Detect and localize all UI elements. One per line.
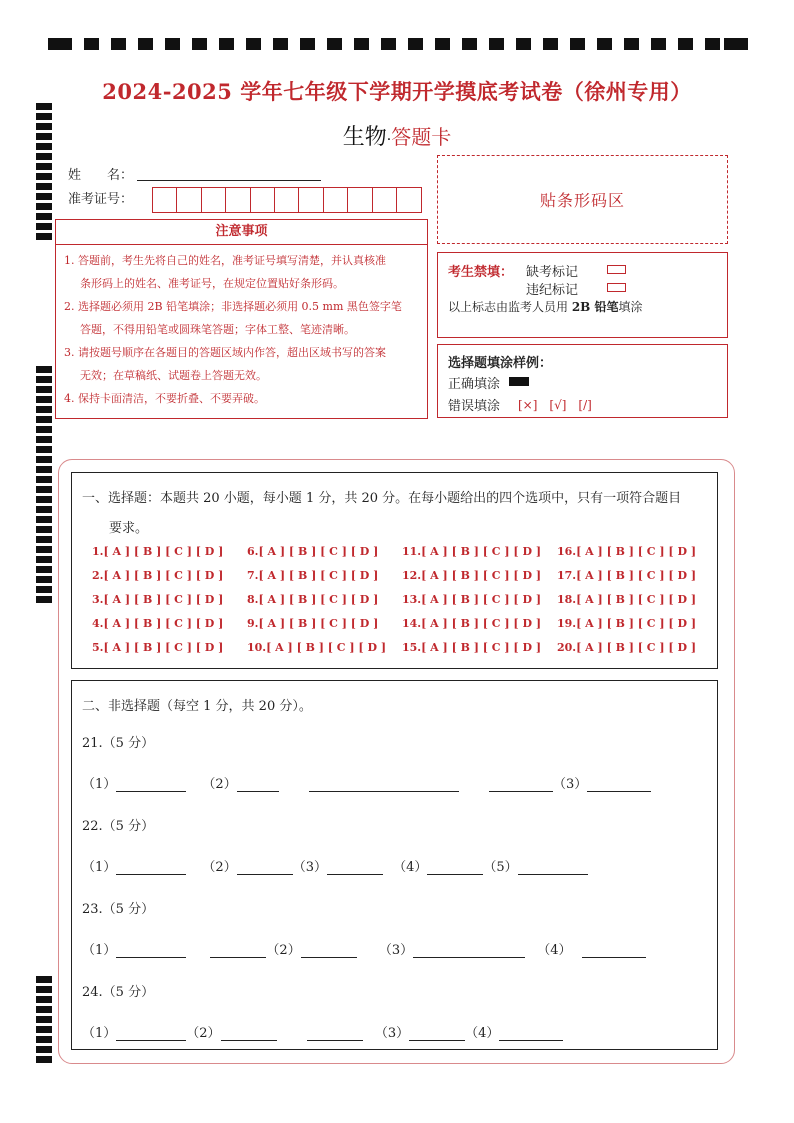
subject-name: 生物 [342,125,387,150]
section1-instructions-cont: 要求。 [109,521,149,536]
choice-question[interactable] [92,545,223,558]
question-number: 12. [402,569,422,582]
choice-question[interactable] [247,593,378,606]
blank-number: （4） [465,1026,500,1041]
answer-blank[interactable] [327,862,383,875]
top-timing-marks [48,38,748,50]
answer-blank[interactable] [237,862,293,875]
answer-blank[interactable] [427,862,483,875]
question-number: 16. [557,545,577,558]
question-number: 6. [247,545,259,558]
answer-blank[interactable] [413,945,525,958]
notice-item: 3. 请按题号顺序在各题目的答题区域内作答，超出区域书写的答案 [64,346,386,359]
ban-note-bold: 2B 铅笔 [571,300,619,314]
notice-item: 答题，不得用铅笔或圆珠笔答题；字体工整、笔迹清晰。 [80,323,355,336]
choice-options[interactable]: [ A ] [ B ] [ C ] [ D ] [421,569,542,582]
blank-number: （4） [537,943,572,958]
blank-number: （1） [82,860,117,875]
answer-blank[interactable] [116,779,186,792]
notice-item: 条形码上的姓名、准考证号，在规定位置贴好条形码。 [80,277,344,290]
wrong-fill-samples: [×] [√] [/] [518,398,592,412]
blank-number: （5） [483,860,518,875]
exam-id-boxes[interactable] [152,187,422,213]
blank-number: （2） [202,777,237,792]
blank-number: （1） [82,1026,117,1041]
choice-options[interactable]: [ A ] [ B ] [ C ] [ D ] [421,545,542,558]
question-number: 1. [92,545,104,558]
choice-options[interactable]: [ A ] [ B ] [ C ] [ D ] [258,617,379,630]
sample-title: 选择题填涂样例： [448,356,553,371]
notice-item: 4. 保持卡面清洁，不要折叠、不要弄破。 [64,392,265,405]
choice-options[interactable]: [ A ] [ B ] [ C ] [ D ] [421,593,542,606]
choice-question[interactable] [557,545,696,558]
blank-number: （3） [292,860,327,875]
answer-blank[interactable] [309,779,459,792]
ban-note-suffix: 填涂 [618,300,643,314]
question-number: 4. [92,617,104,630]
choice-options[interactable]: [ A ] [ B ] [ C ] [ D ] [576,617,697,630]
choice-options[interactable]: [ A ] [ B ] [ C ] [ D ] [421,641,542,654]
choice-options[interactable]: [ A ] [ B ] [ C ] [ D ] [576,593,697,606]
choice-options[interactable]: [ A ] [ B ] [ C ] [ D ] [258,569,379,582]
answer-blank[interactable] [499,1028,563,1041]
choice-question[interactable] [557,617,696,630]
subject-separator: · [386,132,392,148]
question-number: 15. [402,641,422,654]
answer-blank[interactable] [210,945,266,958]
answer-blank[interactable] [116,1028,186,1041]
name-field[interactable] [137,180,321,181]
non-choice-section [71,680,718,1050]
choice-options[interactable]: [ A ] [ B ] [ C ] [ D ] [103,641,224,654]
choice-question[interactable] [92,641,223,654]
notice-item: 2. 选择题必须用 2B 铅笔填涂；非选择题必须用 0.5 mm 黑色签字笔 [64,300,402,313]
choice-question[interactable] [402,593,541,606]
question-number: 17. [557,569,577,582]
examinee-do-not-fill-box [437,252,728,338]
choice-question[interactable] [557,569,696,582]
question-number: 13. [402,593,422,606]
choice-options[interactable]: [ A ] [ B ] [ C ] [ D ] [576,545,697,558]
question-number: 2. [92,569,104,582]
absent-mark-label: 缺考标记 [526,265,579,280]
blank-number: （1） [82,777,117,792]
question-number: 9. [247,617,259,630]
section2-heading: 二、非选择题（每空 1 分，共 20 分）。 [82,699,312,714]
question-number: 19. [557,617,577,630]
answer-blank[interactable] [307,1028,363,1041]
choice-question[interactable] [402,617,541,630]
question-number: 11. [402,545,422,558]
choice-options[interactable]: [ A ] [ B ] [ C ] [ D ] [103,545,224,558]
answer-blank[interactable] [237,779,279,792]
ban-note [448,298,643,315]
answer-blank[interactable] [518,862,588,875]
choice-question[interactable] [557,593,696,606]
ban-label: 考生禁填： [448,265,514,280]
absent-mark-box[interactable] [607,265,626,274]
choice-question[interactable] [402,569,541,582]
blank-number: （2） [202,860,237,875]
question-number: 8. [247,593,259,606]
exam-id-label: 准考证号： [68,192,134,207]
question-number: 14. [402,617,422,630]
choice-options[interactable]: [ A ] [ B ] [ C ] [ D ] [103,593,224,606]
choice-options[interactable]: [ A ] [ B ] [ C ] [ D ] [103,569,224,582]
question-24-answers [82,1022,563,1041]
question-number: 18. [557,593,577,606]
section1-instructions: 一、选择题：本题共 20 小题，每小题 1 分，共 20 分。在每小题给出的四个选项中，只有一项符合题目 [82,491,682,506]
correct-fill-label: 正确填涂 [448,377,501,392]
choice-options[interactable]: [ A ] [ B ] [ C ] [ D ] [576,641,697,654]
notice-item: 无效；在草稿纸、试题卷上答题无效。 [80,369,267,382]
choice-options[interactable]: [ A ] [ B ] [ C ] [ D ] [258,545,379,558]
choice-options[interactable]: [ A ] [ B ] [ C ] [ D ] [258,593,379,606]
answer-blank[interactable] [409,1028,465,1041]
choice-question[interactable] [402,641,541,654]
choice-options[interactable]: [ A ] [ B ] [ C ] [ D ] [266,641,387,654]
question-number: 10. [247,641,267,654]
notice-item: 1. 答题前，考生先将自己的姓名，准考证号填写清楚，并认真核准 [64,254,386,267]
question-number: 20. [557,641,577,654]
choice-options[interactable]: [ A ] [ B ] [ C ] [ D ] [103,617,224,630]
question-21-answers [82,773,651,792]
blank-number: （3） [552,777,588,792]
answer-blank[interactable] [221,1028,277,1041]
question-21-label: 21.（5 分） [82,736,155,751]
question-22-answers [82,856,588,875]
answer-blank[interactable] [301,945,357,958]
question-22-label: 22.（5 分） [82,819,155,834]
choice-question[interactable] [247,617,378,630]
blank-number: （3） [374,1026,410,1041]
fill-sample-box [437,344,728,418]
choice-question[interactable] [557,641,696,654]
answer-blank[interactable] [116,862,186,875]
blank-number: （4） [393,860,428,875]
answer-blank[interactable] [116,945,186,958]
notice-heading: 注意事项 [56,220,427,245]
choice-question[interactable] [92,593,223,606]
choice-question[interactable] [247,641,386,654]
multiple-choice-section [71,472,718,669]
question-number: 3. [92,593,104,606]
card-type: 答题卡 [391,125,452,149]
choice-options[interactable]: [ A ] [ B ] [ C ] [ D ] [421,617,542,630]
exam-title: 2024-2025 学年七年级下学期开学摸底考试卷（徐州专用） [102,79,692,104]
choice-question[interactable] [402,545,541,558]
wrong-fill-label: 错误填涂 [448,399,501,414]
answer-blank[interactable] [582,945,646,958]
question-number: 5. [92,641,104,654]
blank-number: （1） [82,943,117,958]
question-24-label: 24.（5 分） [82,985,155,1000]
blank-number: （3） [378,943,414,958]
question-23-label: 23.（5 分） [82,902,155,917]
correct-fill-sample [509,377,529,386]
violation-mark-box[interactable] [607,283,626,292]
barcode-label: 贴条形码区 [539,191,625,210]
blank-number: （2） [266,943,301,958]
question-23-answers [82,939,646,958]
choice-question[interactable] [92,569,223,582]
name-label: 姓 名： [68,168,134,183]
notice-box [55,219,428,419]
left-timing-marks [36,0,56,1123]
barcode-area [437,155,728,244]
question-number: 7. [247,569,259,582]
card-subtitle [0,120,794,151]
choice-question[interactable] [92,617,223,630]
ban-note-prefix: 以上标志由监考人员用 [448,300,572,314]
answer-blank[interactable] [489,779,553,792]
choice-question[interactable] [247,569,378,582]
choice-question[interactable] [247,545,378,558]
answer-blank[interactable] [587,779,651,792]
choice-options[interactable]: [ A ] [ B ] [ C ] [ D ] [576,569,697,582]
blank-number: （2） [186,1026,221,1041]
violation-mark-label: 违纪标记 [526,283,579,298]
